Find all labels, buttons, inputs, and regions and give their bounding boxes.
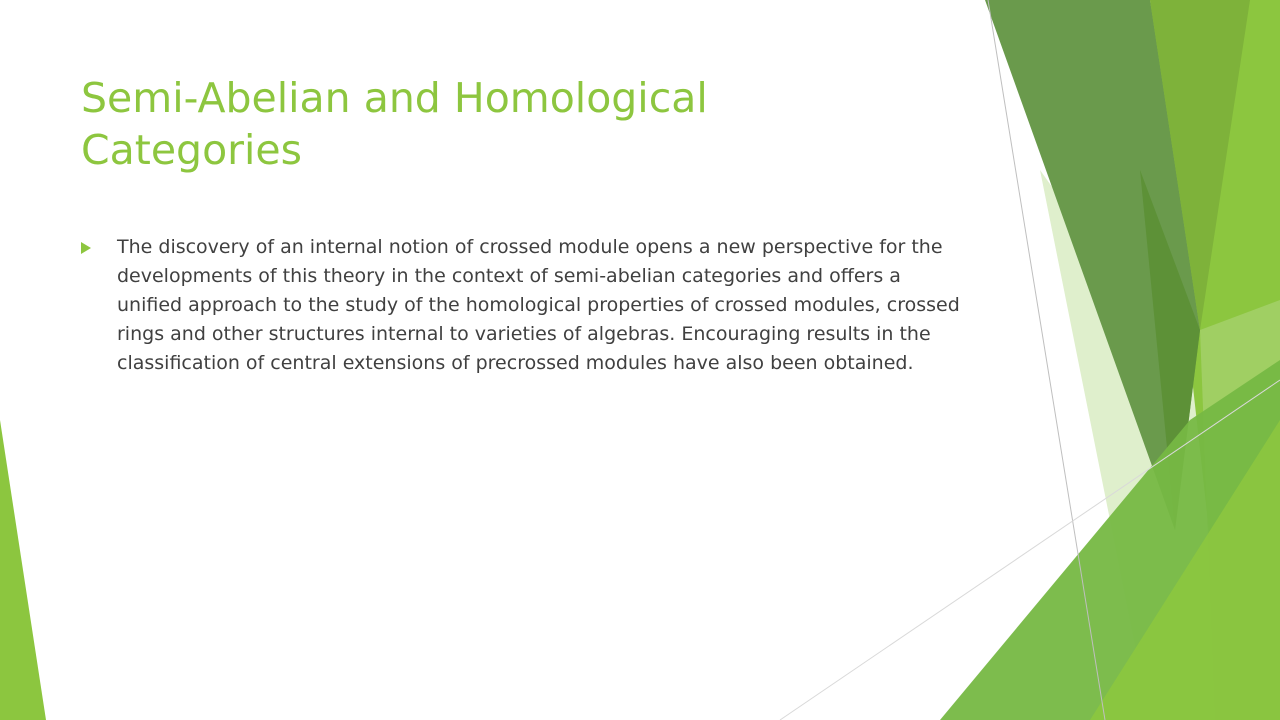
bullet-list [81, 233, 971, 378]
triangle-right-icon [81, 242, 91, 254]
bullet-text: The discovery of an internal notion of crossed module opens a new perspective for the developments of this theory in the context of semi-abelian categories and offers a unified approach to the study of the homological properties of crossed modules, crossed rings and other structures internal to varieties of algebras. Encouraging results in the classification of central extensions of precrossed modules have also been obtained. [117, 236, 960, 374]
slide-title: Semi-Abelian and Homological Categories [81, 74, 708, 174]
left-green-sliver [0, 420, 46, 720]
bullet-item [81, 233, 971, 378]
